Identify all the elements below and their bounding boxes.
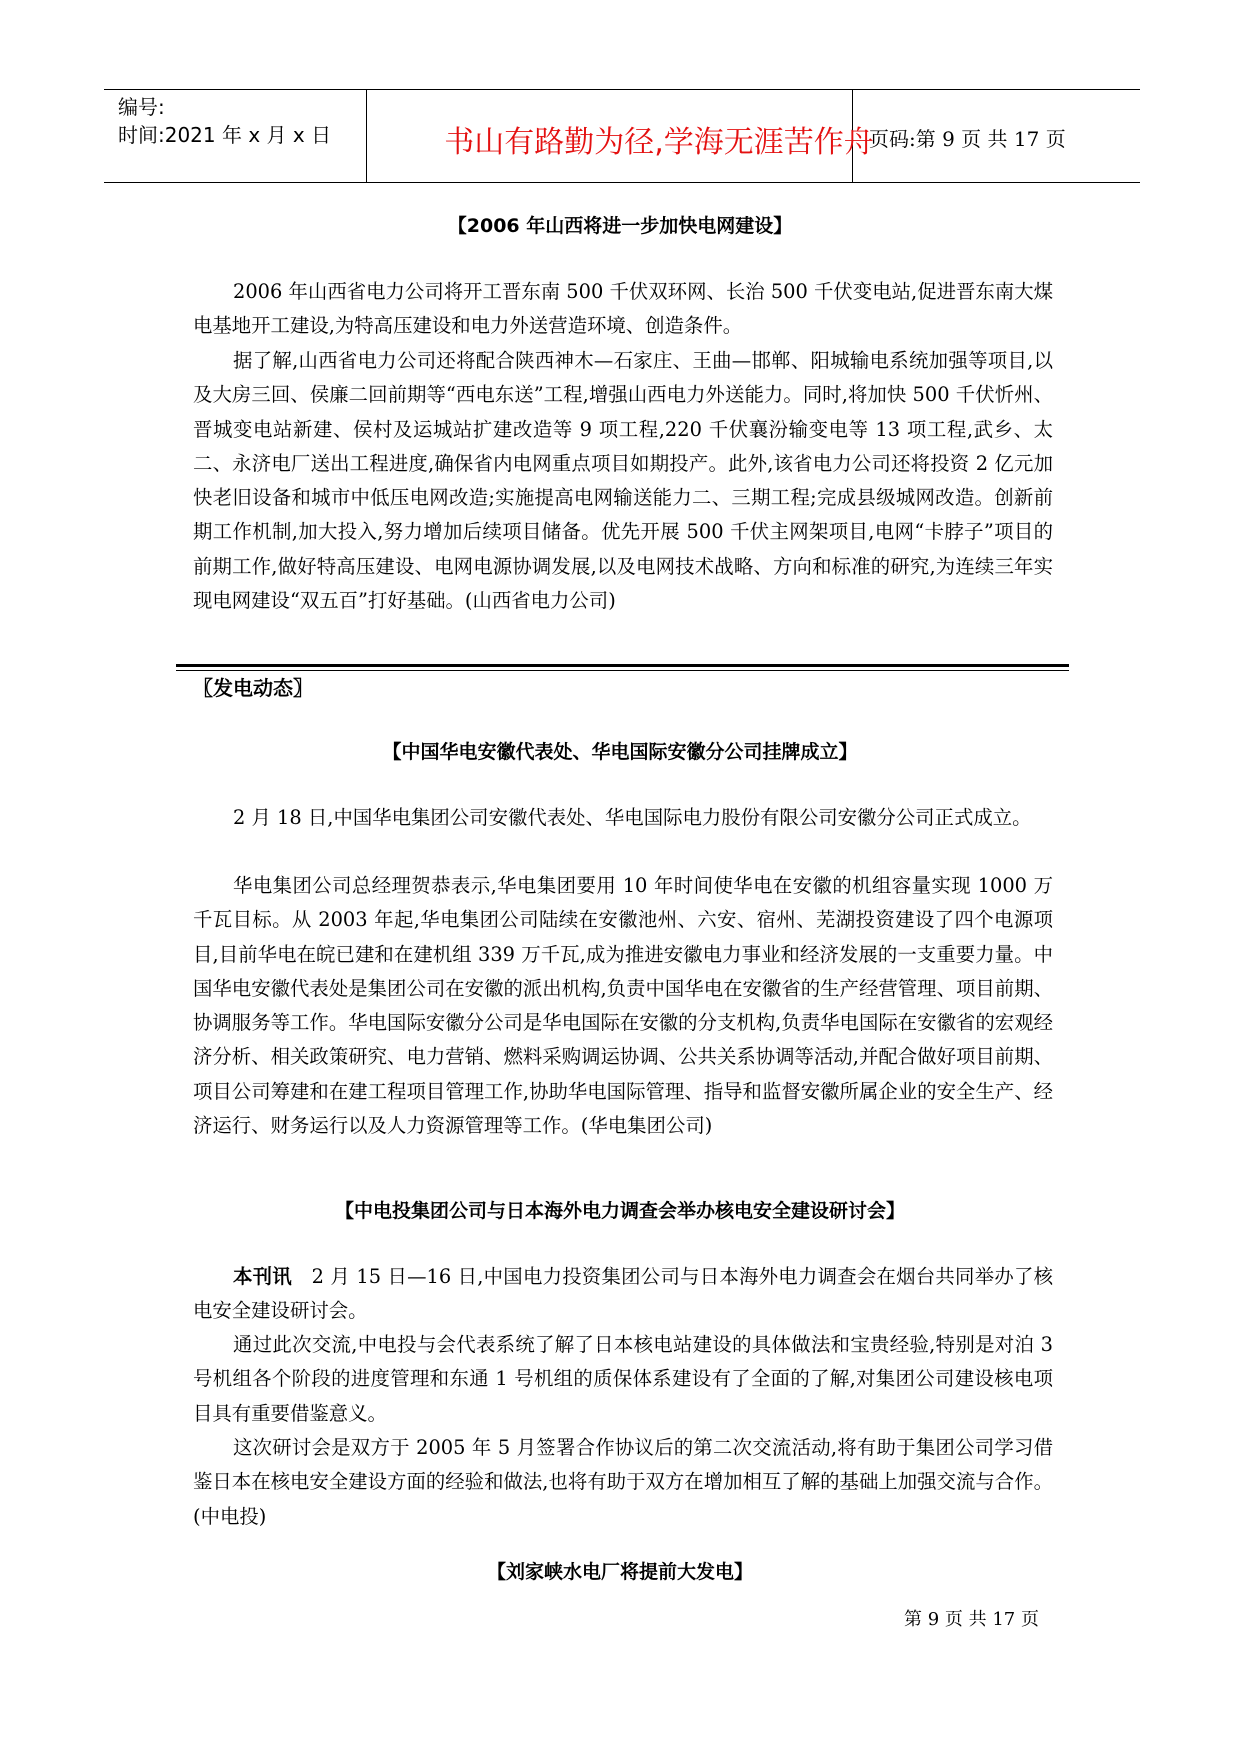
article-title: 【2006 年山西将进一步加快电网建设】 (447, 215, 793, 237)
header-top-rule (104, 89, 1140, 90)
number-label: 编号: (118, 95, 165, 119)
article-paragraph: 2006 年山西省电力公司将开工晋东南 500 千伏双环网、长治 500 千伏变电站,促进晋东南大煤电基地开工建设,为特高压建设和电力外送营造环境、创造条件。 (193, 280, 1053, 338)
section-heading: 〖发电动态〗 (193, 676, 313, 700)
page-footer: 第 9 页 共 17 页 (904, 1609, 1039, 1630)
article-title: 【中电投集团公司与日本海外电力调查会举办核电安全建设研讨会】 (334, 1200, 905, 1222)
article-paragraph-text: 2 月 15 日—16 日,中国电力投资集团公司与日本海外电力调查会在烟台共同举办了核电安全建设研讨会。 (193, 1265, 1054, 1323)
header-page-info: 页码:第 9 页 共 17 页 (869, 127, 1066, 151)
article-title: 【刘家峡水电厂将提前大发电】 (486, 1561, 753, 1583)
article-paragraph: 华电集团公司总经理贺恭表示,华电集团要用 10 年时间使华电在安徽的机组容量实现 1000 万千瓦目标。从 2003 年起,华电集团公司陆续在安徽池州、六安、宿州、芜湖投资建设了四个电源项目,目前华电在皖已建和在建机组 339 万千瓦,成为推进安徽电力事业和经济发展的一支重要力量。中国华电安徽代表处是集团公司在安徽的派出机构,负责中国华电在安徽省的生产经营管理、项目前期、协调服务等工作。华电国际安徽分公司是华电国际在安徽的分支机构,负责华电国际在安徽省的宏观经济分析、相关政策研究、电力营销、燃料采购调运协调、公共关系协调等活动,并配合做好项目前期、项目公司筹建和在建工程项目管理工作,协助华电国际管理、指导和监督安徽所属企业的安全生产、经济运行、财务运行以及人力资源管理等工作。(华电集团公司) (193, 874, 1053, 1138)
section-rule-thin (176, 670, 1069, 671)
article-paragraph: 据了解,山西省电力公司还将配合陕西神木—石家庄、王曲—邯郸、阳城输电系统加强等项目,以及大房三回、侯廉二回前期等“西电东送”工程,增强山西电力外送能力。同时,将加快 500 千伏忻州、晋城变电站新建、侯村及运城站扩建改造等 9 项工程,220 千伏襄汾输变电等 13 项工程,武乡、太二、永济电厂送出工程进度,确保省内电网重点项目如期投产。此外,该省电力公司还将投资 2 亿元加快老旧设备和城市中低压电网改造;实施提高电网输送能力二、三期工程;完成县级城网改造。创新前期工作机制,加大投入,努力增加后续项目储备。优先开展 500 千伏主网架项目,电网“卡脖子”项目的前期工作,做好特高压建设、电网电源协调发展,以及电网技术战略、方向和标准的研究,为连续三年实现电网建设“双五百”打好基础。(山西省电力公司) (193, 349, 1053, 613)
article-paragraph (193, 1260, 1053, 1329)
header-divider-left (366, 89, 367, 183)
article-paragraph: 这次研讨会是双方于 2005 年 5 月签署合作协议后的第二次交流活动,将有助于集团公司学习借鉴日本在核电安全建设方面的经验和做法,也将有助于双方在增加相互了解的基础上加强交流与合作。(中电投) (193, 1436, 1053, 1528)
article-lead: 本刊讯 (233, 1265, 292, 1288)
time-label: 时间:2021 年 x 月 x 日 (118, 123, 332, 147)
document-header (104, 89, 1140, 183)
section-rule-thick (176, 664, 1069, 667)
header-bottom-rule (104, 182, 1140, 183)
article-title: 【中国华电安徽代表处、华电国际安徽分公司挂牌成立】 (382, 741, 858, 763)
article-paragraph: 通过此次交流,中电投与会代表系统了解了日本核电站建设的具体做法和宝贵经验,特别是对泊 3 号机组各个阶段的进度管理和东通 1 号机组的质保体系建设有了全面的了解,对集团公司建设核电项目具有重要借鉴意义。 (193, 1333, 1053, 1425)
article-paragraph: 2 月 18 日,中国华电集团公司安徽代表处、华电国际电力股份有限公司安徽分公司正式成立。 (233, 806, 1032, 829)
header-motto: 书山有路勤为径,学海无涯苦作舟 (444, 125, 874, 160)
header-meta (118, 93, 331, 149)
